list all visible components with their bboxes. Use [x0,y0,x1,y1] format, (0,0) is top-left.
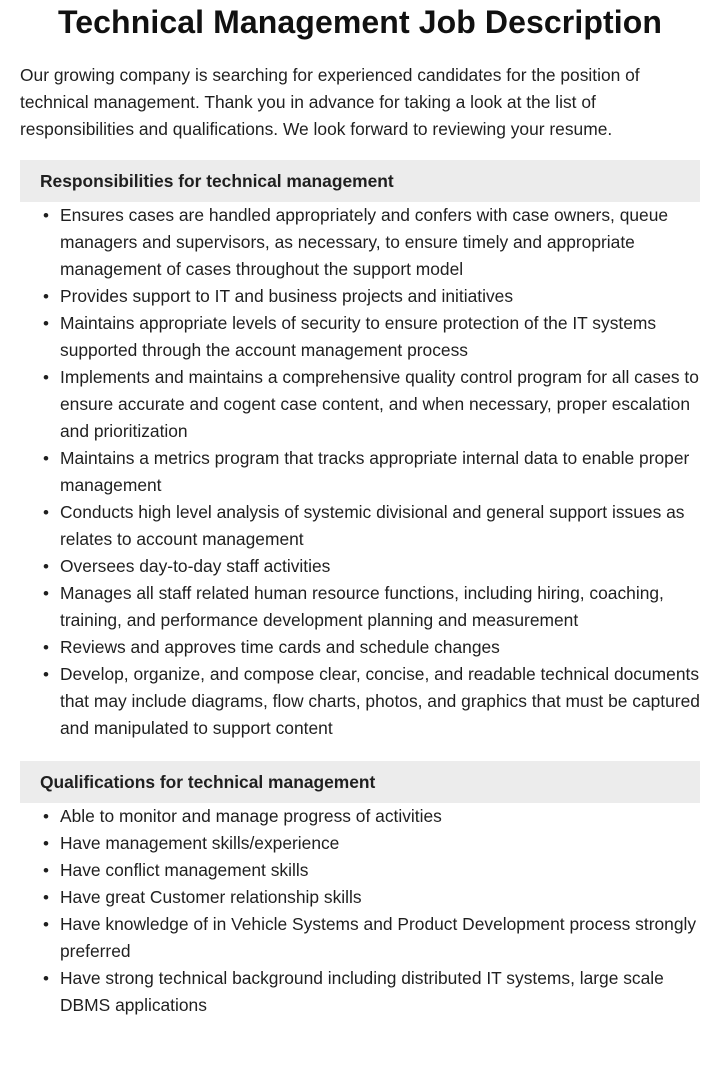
list-item [43,857,700,884]
bullet-icon: • [43,834,49,853]
list-item [43,364,700,445]
page-title: Technical Management Job Description [57,4,663,40]
list-item-text: Able to monitor and manage progress of activities [60,806,442,826]
intro-paragraph: Our growing company is searching for experienced candidates for the position of technical management. Thank you in advance for taking a look at the list of responsibilities and qualifications. We look forward to reviewing your resume. [20,65,640,139]
bullet-icon: • [43,368,49,387]
list-item [43,884,700,911]
responsibilities-heading: Responsibilities for technical management [20,160,700,202]
list-item-text: Conducts high level analysis of systemic divisional and general support issues as relates to account management [60,502,685,549]
list-item-text: Have strong technical background including distributed IT systems, large scale DBMS applications [60,968,664,1015]
responsibilities-list [20,202,700,742]
list-item [43,580,700,634]
bullet-icon: • [43,314,49,333]
bullet-icon: • [43,503,49,522]
list-item [43,634,700,661]
list-item [43,803,700,830]
list-item [43,965,700,1019]
list-item-text: Have management skills/experience [60,833,340,853]
bullet-icon: • [43,915,49,934]
bullet-icon: • [43,807,49,826]
list-item [43,445,700,499]
list-item-text: Reviews and approves time cards and schedule changes [60,637,500,657]
list-item [43,553,700,580]
list-item [43,283,700,310]
bullet-icon: • [43,287,49,306]
bullet-icon: • [43,449,49,468]
list-item-text: Oversees day-to-day staff activities [60,556,331,576]
list-item-text: Have conflict management skills [60,860,309,880]
bullet-icon: • [43,638,49,657]
bullet-icon: • [43,584,49,603]
list-item-text: Ensures cases are handled appropriately and confers with case owners, queue managers and supervisors, as necessary, to ensure timely and appropriate management of cases throughout the support model [60,205,669,279]
list-item-text: Have knowledge of in Vehicle Systems and Product Development process strongly preferred [60,914,697,961]
list-item-text: Provides support to IT and business projects and initiatives [60,286,514,306]
bullet-icon: • [43,206,49,225]
bullet-icon: • [43,557,49,576]
list-item [43,661,700,742]
qualifications-heading: Qualifications for technical management [20,761,700,803]
list-item [43,911,700,965]
bullet-icon: • [43,888,49,907]
list-item-text: Have great Customer relationship skills [60,887,362,907]
bullet-icon: • [43,665,49,684]
list-item-text: Implements and maintains a comprehensive quality control program for all cases to ensure accurate and cogent case content, and when necessary, proper escalation and prioritization [60,367,699,441]
bullet-icon: • [43,861,49,880]
list-item [43,830,700,857]
list-item-text: Manages all staff related human resource functions, including hiring, coaching, training, and performance development planning and measurement [60,583,664,630]
list-item-text: Maintains appropriate levels of security to ensure protection of the IT systems supported through the account management process [60,313,657,360]
list-item [43,202,700,283]
list-item-text: Maintains a metrics program that tracks appropriate internal data to enable proper management [60,448,690,495]
list-item [43,499,700,553]
list-item [43,310,700,364]
bullet-icon: • [43,969,49,988]
qualifications-list [20,803,700,1019]
list-item-text: Develop, organize, and compose clear, concise, and readable technical documents that may include diagrams, flow charts, photos, and graphics that must be captured and manipulated to support content [60,664,700,738]
